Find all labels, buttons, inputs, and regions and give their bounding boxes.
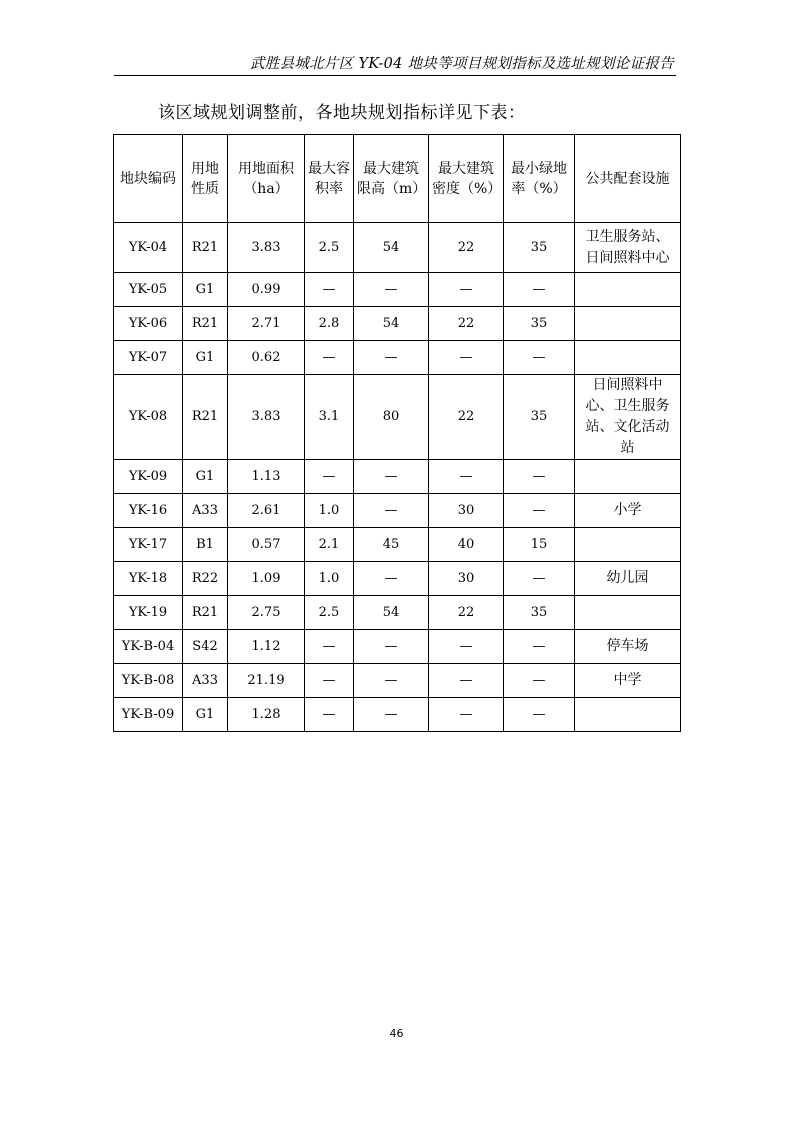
cell-plot-code: YK-19 xyxy=(114,596,183,630)
cell-max-density: — xyxy=(429,460,504,494)
cell-max-height: — xyxy=(354,630,429,664)
cell-max-density: 40 xyxy=(429,528,504,562)
cell-max-density: — xyxy=(429,664,504,698)
cell-max-density: 22 xyxy=(429,596,504,630)
cell-min-green: 35 xyxy=(504,307,575,341)
cell-plot-code: YK-04 xyxy=(114,223,183,273)
cell-max-density: 22 xyxy=(429,223,504,273)
column-header-min-green: 最小绿地率（%） xyxy=(504,135,575,223)
cell-plot-code: YK-B-04 xyxy=(114,630,183,664)
cell-max-far: — xyxy=(305,664,354,698)
cell-facilities: 日间照料中心、卫生服务站、文化活动站 xyxy=(575,375,681,460)
cell-max-height: — xyxy=(354,273,429,307)
cell-max-density: — xyxy=(429,341,504,375)
cell-plot-code: YK-05 xyxy=(114,273,183,307)
cell-land-use: R22 xyxy=(183,562,228,596)
cell-facilities xyxy=(575,596,681,630)
cell-max-density: — xyxy=(429,698,504,732)
cell-min-green: 35 xyxy=(504,375,575,460)
cell-max-height: 54 xyxy=(354,596,429,630)
intro-paragraph: 该区域规划调整前，各地块规划指标详见下表： xyxy=(158,103,526,123)
cell-max-far: 2.5 xyxy=(305,223,354,273)
cell-facilities xyxy=(575,460,681,494)
cell-max-height: — xyxy=(354,341,429,375)
cell-land-area: 2.61 xyxy=(228,494,305,528)
cell-plot-code: YK-18 xyxy=(114,562,183,596)
table-row xyxy=(114,630,681,664)
cell-land-area: 0.62 xyxy=(228,341,305,375)
table-row xyxy=(114,664,681,698)
cell-land-use: S42 xyxy=(183,630,228,664)
cell-land-use: A33 xyxy=(183,664,228,698)
table-row xyxy=(114,273,681,307)
cell-land-area: 0.57 xyxy=(228,528,305,562)
table-row xyxy=(114,375,681,460)
cell-max-density: 30 xyxy=(429,494,504,528)
cell-land-use: R21 xyxy=(183,596,228,630)
cell-facilities xyxy=(575,698,681,732)
cell-max-height: 54 xyxy=(354,223,429,273)
cell-land-use: G1 xyxy=(183,273,228,307)
table-row xyxy=(114,460,681,494)
cell-land-area: 1.28 xyxy=(228,698,305,732)
cell-land-area: 21.19 xyxy=(228,664,305,698)
cell-max-far: — xyxy=(305,630,354,664)
cell-max-density: — xyxy=(429,630,504,664)
column-header-land-use: 用地性质 xyxy=(183,135,228,223)
cell-land-use: R21 xyxy=(183,223,228,273)
column-header-plot-code: 地块编码 xyxy=(114,135,183,223)
cell-max-height: — xyxy=(354,562,429,596)
cell-max-far: — xyxy=(305,341,354,375)
cell-land-area: 2.75 xyxy=(228,596,305,630)
cell-max-far: 3.1 xyxy=(305,375,354,460)
table-row xyxy=(114,562,681,596)
planning-indicator-table xyxy=(113,134,681,732)
cell-plot-code: YK-17 xyxy=(114,528,183,562)
cell-land-area: 3.83 xyxy=(228,223,305,273)
header-rule xyxy=(114,75,676,76)
cell-min-green: 15 xyxy=(504,528,575,562)
cell-facilities: 幼儿园 xyxy=(575,562,681,596)
cell-plot-code: YK-09 xyxy=(114,460,183,494)
cell-land-area: 2.71 xyxy=(228,307,305,341)
cell-plot-code: YK-B-08 xyxy=(114,664,183,698)
cell-min-green: — xyxy=(504,562,575,596)
cell-max-far: 1.0 xyxy=(305,494,354,528)
cell-facilities: 中学 xyxy=(575,664,681,698)
running-header: 武胜县城北片区 YK-04 地块等项目规划指标及选址规划论证报告 xyxy=(249,56,674,72)
table-row xyxy=(114,528,681,562)
cell-max-height: 45 xyxy=(354,528,429,562)
column-header-max-far: 最大容积率 xyxy=(305,135,354,223)
cell-max-height: — xyxy=(354,460,429,494)
table-row xyxy=(114,223,681,273)
cell-max-far: 2.8 xyxy=(305,307,354,341)
cell-max-density: 30 xyxy=(429,562,504,596)
cell-max-far: — xyxy=(305,698,354,732)
cell-facilities: 停车场 xyxy=(575,630,681,664)
cell-land-use: R21 xyxy=(183,307,228,341)
cell-land-area: 3.83 xyxy=(228,375,305,460)
cell-facilities: 小学 xyxy=(575,494,681,528)
cell-max-density: 22 xyxy=(429,307,504,341)
cell-min-green: — xyxy=(504,341,575,375)
cell-max-far: 1.0 xyxy=(305,562,354,596)
table-row xyxy=(114,596,681,630)
table-row xyxy=(114,494,681,528)
cell-land-use: G1 xyxy=(183,460,228,494)
cell-min-green: 35 xyxy=(504,223,575,273)
cell-land-use: G1 xyxy=(183,341,228,375)
cell-plot-code: YK-16 xyxy=(114,494,183,528)
cell-min-green: — xyxy=(504,494,575,528)
cell-max-far: — xyxy=(305,460,354,494)
column-header-facilities: 公共配套设施 xyxy=(575,135,681,223)
cell-max-height: — xyxy=(354,664,429,698)
cell-land-area: 0.99 xyxy=(228,273,305,307)
cell-facilities xyxy=(575,273,681,307)
cell-max-height: — xyxy=(354,494,429,528)
cell-land-use: B1 xyxy=(183,528,228,562)
cell-max-height: — xyxy=(354,698,429,732)
page-number: 46 xyxy=(389,1027,404,1040)
cell-land-area: 1.12 xyxy=(228,630,305,664)
table-header-row xyxy=(114,135,681,223)
cell-plot-code: YK-B-09 xyxy=(114,698,183,732)
cell-max-far: 2.1 xyxy=(305,528,354,562)
cell-max-density: 22 xyxy=(429,375,504,460)
cell-land-use: G1 xyxy=(183,698,228,732)
cell-facilities: 卫生服务站、日间照料中心 xyxy=(575,223,681,273)
column-header-max-height: 最大建筑限高（m） xyxy=(354,135,429,223)
cell-land-area: 1.13 xyxy=(228,460,305,494)
cell-min-green: — xyxy=(504,630,575,664)
cell-land-use: R21 xyxy=(183,375,228,460)
cell-plot-code: YK-06 xyxy=(114,307,183,341)
table-row xyxy=(114,307,681,341)
cell-max-far: — xyxy=(305,273,354,307)
cell-plot-code: YK-07 xyxy=(114,341,183,375)
table-header xyxy=(114,135,681,223)
table-row xyxy=(114,341,681,375)
column-header-max-density: 最大建筑密度（%） xyxy=(429,135,504,223)
cell-min-green: 35 xyxy=(504,596,575,630)
cell-facilities xyxy=(575,341,681,375)
cell-max-height: 54 xyxy=(354,307,429,341)
cell-facilities xyxy=(575,307,681,341)
column-header-land-area: 用地面积（ha） xyxy=(228,135,305,223)
cell-min-green: — xyxy=(504,698,575,732)
cell-min-green: — xyxy=(504,664,575,698)
cell-plot-code: YK-08 xyxy=(114,375,183,460)
cell-max-density: — xyxy=(429,273,504,307)
cell-land-use: A33 xyxy=(183,494,228,528)
cell-max-height: 80 xyxy=(354,375,429,460)
cell-min-green: — xyxy=(504,273,575,307)
cell-facilities xyxy=(575,528,681,562)
table-body xyxy=(114,223,681,732)
cell-max-far: 2.5 xyxy=(305,596,354,630)
cell-min-green: — xyxy=(504,460,575,494)
table-row xyxy=(114,698,681,732)
cell-land-area: 1.09 xyxy=(228,562,305,596)
